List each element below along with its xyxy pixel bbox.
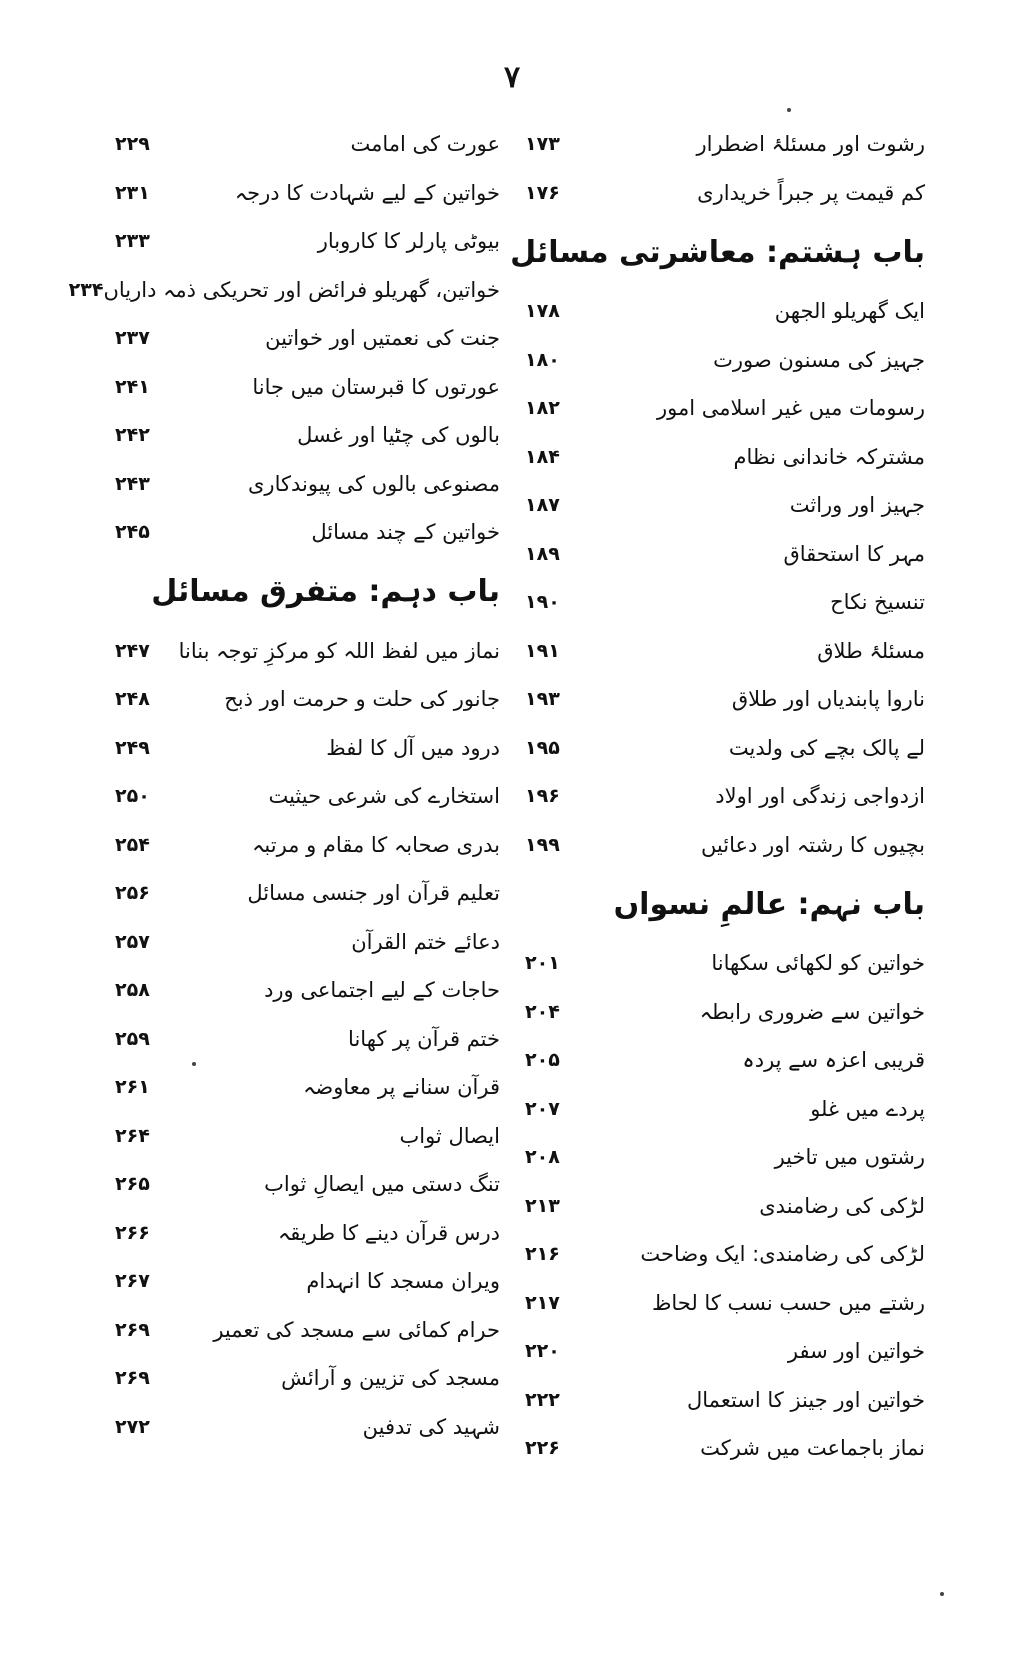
toc-entry	[115, 1160, 500, 1209]
toc-entry	[525, 1036, 925, 1085]
toc-entry	[115, 675, 500, 724]
toc-entry-page-number: ۲۱۶	[525, 1243, 560, 1266]
toc-entry-title: ایصال ثواب	[399, 1123, 500, 1148]
toc-entry-page-number: ۲۴۷	[115, 639, 150, 662]
toc-entry-title: کم قیمت پر جبراً خریداری	[697, 180, 925, 205]
toc-entry	[525, 169, 925, 218]
toc-right-column	[510, 120, 925, 1473]
toc-entry-title: ایک گھریلو الجھن	[774, 299, 925, 324]
toc-entry-title: تنسیخ نکاح	[830, 590, 925, 615]
toc-entry	[115, 411, 500, 460]
toc-entry-page-number: ۲۶۴	[115, 1124, 150, 1147]
toc-entry	[525, 433, 925, 482]
toc-entry-page-number: ۱۹۱	[525, 639, 560, 662]
toc-entry-title: مشترکہ خاندانی نظام	[733, 444, 925, 469]
toc-entry-page-number: ۲۴۵	[115, 521, 150, 544]
chapter-heading: باب ہشتم: معاشرتی مسائل	[510, 234, 925, 270]
toc-entry-page-number: ۲۲۶	[525, 1437, 560, 1460]
toc-entry-page-number: ۱۹۰	[525, 591, 560, 614]
toc-entry	[525, 530, 925, 579]
toc-entry-title: رشتوں میں تاخیر	[774, 1145, 925, 1170]
toc-entry-title: جانور کی حلت و حرمت اور ذبح	[224, 687, 500, 712]
toc-entry	[115, 1306, 500, 1355]
toc-entry-title: مصنوعی بالوں کی پیوندکاری	[248, 471, 500, 496]
toc-entry	[525, 578, 925, 627]
toc-entry-title: نماز میں لفظ اللہ کو مرکزِ توجہ بنانا	[178, 638, 500, 663]
toc-entry-title: لڑکی کی رضامندی: ایک وضاحت	[640, 1242, 925, 1267]
toc-entry-title: خواتین سے ضروری رابطہ	[699, 999, 925, 1024]
toc-entry-page-number: ۱۷۸	[525, 300, 560, 323]
toc-entry-page-number: ۲۵۷	[115, 930, 150, 953]
toc-entry-page-number: ۱۸۷	[525, 494, 560, 517]
toc-entry-title: تعلیم قرآن اور جنسی مسائل	[247, 881, 500, 906]
toc-entry-page-number: ۲۲۲	[525, 1388, 560, 1411]
toc-entry	[525, 1133, 925, 1182]
toc-entry-page-number: ۲۰۸	[525, 1146, 560, 1169]
toc-entry-title: شہید کی تدفین	[362, 1414, 500, 1439]
toc-entry-title: بدری صحابہ کا مقام و مرتبہ	[252, 832, 500, 857]
scan-speck	[787, 108, 791, 112]
toc-entry-title: قرآن سنانے پر معاوضہ	[303, 1075, 500, 1100]
toc-entry-page-number: ۱۹۹	[525, 833, 560, 856]
toc-entry	[115, 821, 500, 870]
toc-entry-page-number: ۲۲۹	[115, 133, 150, 156]
toc-entry-page-number: ۲۴۸	[115, 688, 150, 711]
toc-entry	[115, 1112, 500, 1161]
toc-entry-title: درود میں آل کا لفظ	[326, 735, 500, 760]
toc-left-column	[68, 120, 500, 1451]
toc-entry-title: خواتین اور جینز کا استعمال	[687, 1387, 925, 1412]
toc-entry-page-number: ۲۶۹	[115, 1318, 150, 1341]
toc-entry	[525, 988, 925, 1037]
toc-entry-page-number: ۲۰۱	[525, 952, 560, 975]
toc-entry	[525, 1085, 925, 1134]
toc-entry-title: مسجد کی تزیین و آرائش	[281, 1366, 500, 1391]
chapter-heading: باب دہم: متفرق مسائل	[151, 574, 500, 609]
toc-entry-title: ختم قرآن پر کھانا	[348, 1026, 500, 1051]
toc-entry-page-number: ۲۶۷	[115, 1270, 150, 1293]
toc-entry-page-number: ۲۵۶	[115, 882, 150, 905]
toc-entry-page-number: ۱۸۰	[525, 348, 560, 371]
toc-entry	[525, 1230, 925, 1279]
toc-entry-page-number: ۱۸۹	[525, 542, 560, 565]
toc-entry	[115, 508, 500, 557]
toc-entry-page-number: ۲۰۷	[525, 1097, 560, 1120]
toc-entry-page-number: ۲۱۷	[525, 1291, 560, 1314]
toc-entry-page-number: ۲۳۷	[115, 327, 150, 350]
toc-entry	[115, 460, 500, 509]
toc-entry	[525, 675, 925, 724]
toc-entry-title: درس قرآن دینے کا طریقہ	[277, 1220, 500, 1245]
toc-entry-page-number: ۲۳۱	[115, 181, 150, 204]
toc-entry-page-number: ۲۶۱	[115, 1076, 150, 1099]
toc-entry	[525, 1327, 925, 1376]
toc-entry	[115, 966, 500, 1015]
toc-entry-page-number: ۲۵۸	[115, 979, 150, 1002]
toc-entry	[115, 724, 500, 773]
toc-entry	[525, 481, 925, 530]
toc-entry-page-number: ۲۵۰	[115, 785, 150, 808]
toc-entry	[525, 1376, 925, 1425]
toc-entry-title: نماز باجماعت میں شرکت	[700, 1436, 925, 1461]
toc-entry-title: جہیز کی مسنون صورت	[713, 347, 925, 372]
toc-entry-page-number: ۱۸۲	[525, 397, 560, 420]
toc-entry	[525, 336, 925, 385]
toc-entry-page-number: ۲۳۳	[115, 230, 150, 253]
toc-entry-title: عورتوں کا قبرستان میں جانا	[252, 374, 500, 399]
toc-entry	[525, 821, 925, 870]
toc-entry-page-number: ۲۳۴	[68, 278, 104, 301]
toc-entry	[525, 939, 925, 988]
toc-entry-title: قریبی اعزہ سے پردہ	[742, 1048, 925, 1073]
toc-entry-title: مہر کا استحقاق	[783, 541, 925, 566]
toc-entry-title: بچیوں کا رشتہ اور دعائیں	[700, 832, 925, 857]
toc-entry-page-number: ۲۴۱	[115, 375, 150, 398]
toc-entry	[525, 724, 925, 773]
toc-entry-title: بیوٹی پارلر کا کاروبار	[317, 229, 500, 254]
toc-entry-page-number: ۱۸۴	[525, 445, 560, 468]
toc-entry-title: جنت کی نعمتیں اور خواتین	[265, 326, 500, 351]
toc-entry-page-number: ۱۷۳	[525, 133, 560, 156]
toc-entry	[115, 363, 500, 412]
page-number: ۷	[503, 60, 521, 95]
toc-entry	[525, 1424, 925, 1473]
chapter-heading: باب نہم: عالمِ نسواں	[613, 886, 925, 922]
toc-entry-page-number: ۲۵۴	[115, 833, 150, 856]
toc-entry-title: حاجات کے لیے اجتماعی ورد	[264, 978, 500, 1003]
toc-entry-title: رشوت اور مسئلۂ اضطرار	[696, 132, 925, 157]
toc-entry-page-number: ۲۱۳	[525, 1194, 560, 1217]
toc-entry-page-number: ۲۶۵	[115, 1173, 150, 1196]
toc-entry-page-number: ۲۵۹	[115, 1027, 150, 1050]
toc-entry-title: پردے میں غلو	[810, 1096, 925, 1121]
toc-entry-page-number: ۲۴۲	[115, 424, 150, 447]
toc-entry	[115, 314, 500, 363]
toc-entry-title: خواتین کو لکھائی سکھانا	[711, 951, 925, 976]
toc-entry-page-number: ۲۶۹	[115, 1367, 150, 1390]
toc-entry	[115, 869, 500, 918]
toc-entry-title: جہیز اور وراثت	[789, 493, 925, 518]
toc-entry-page-number: ۱۷۶	[525, 181, 560, 204]
toc-entry	[115, 1015, 500, 1064]
toc-entry	[115, 1257, 500, 1306]
toc-entry-title: لے پالک بچے کی ولدیت	[728, 735, 925, 760]
toc-entry	[525, 627, 925, 676]
toc-entry-title: عورت کی امامت	[350, 132, 500, 157]
toc-entry-title: دعائے ختم القرآن	[351, 929, 500, 954]
toc-entry-title: استخارے کی شرعی حیثیت	[268, 784, 500, 809]
toc-entry-title: لڑکی کی رضامندی	[759, 1193, 925, 1218]
scan-speck	[940, 1592, 944, 1596]
toc-entry	[115, 217, 500, 266]
toc-entry-page-number: ۲۲۰	[525, 1340, 560, 1363]
toc-entry-title: تنگ دستی میں ایصالِ ثواب	[264, 1172, 500, 1197]
toc-entry	[115, 120, 500, 169]
toc-entry-title: خواتین کے لیے شہادت کا درجہ	[234, 180, 500, 205]
toc-entry-page-number: ۱۹۶	[525, 785, 560, 808]
toc-entry	[525, 287, 925, 336]
toc-entry-page-number: ۲۰۵	[525, 1049, 560, 1072]
toc-entry-title: خواتین کے چند مسائل	[311, 520, 500, 545]
toc-entry-title: ویران مسجد کا انہدام	[306, 1269, 500, 1294]
toc-entry-title: خواتین اور سفر	[787, 1339, 925, 1364]
toc-entry-page-number: ۱۹۵	[525, 736, 560, 759]
toc-entry-page-number: ۲۴۹	[115, 736, 150, 759]
toc-entry-page-number: ۲۴۳	[115, 472, 150, 495]
toc-entry	[115, 627, 500, 676]
toc-entry-title: مسئلۂ طلاق	[817, 638, 925, 663]
toc-entry-title: رشتے میں حسب نسب کا لحاظ	[651, 1290, 925, 1315]
toc-entry	[115, 1209, 500, 1258]
toc-entry-page-number: ۲۷۲	[115, 1415, 150, 1438]
toc-entry	[115, 918, 500, 967]
toc-entry-page-number: ۱۹۳	[525, 688, 560, 711]
toc-entry	[525, 1279, 925, 1328]
toc-entry-title: خواتین، گھریلو فرائض اور تحریکی ذمہ داریاں	[103, 277, 500, 302]
toc-entry	[115, 772, 500, 821]
toc-entry	[525, 384, 925, 433]
toc-entry-title: ازدواجی زندگی اور اولاد	[715, 784, 925, 809]
toc-entry-title: حرام کمائی سے مسجد کی تعمیر	[213, 1317, 500, 1342]
toc-entry	[115, 1403, 500, 1452]
toc-entry	[68, 266, 500, 315]
toc-entry	[115, 1063, 500, 1112]
toc-entry	[115, 1354, 500, 1403]
toc-entry-page-number: ۲۶۶	[115, 1221, 150, 1244]
toc-entry-title: بالوں کی چٹیا اور غسل	[297, 423, 500, 448]
toc-entry	[525, 772, 925, 821]
toc-entry-page-number: ۲۰۴	[525, 1000, 560, 1023]
scan-speck	[192, 1062, 196, 1066]
toc-entry	[115, 169, 500, 218]
toc-entry	[525, 120, 925, 169]
toc-entry-title: رسومات میں غیر اسلامی امور	[657, 396, 925, 421]
toc-entry-title: ناروا پابندیاں اور طلاق	[731, 687, 925, 712]
toc-entry	[525, 1182, 925, 1231]
